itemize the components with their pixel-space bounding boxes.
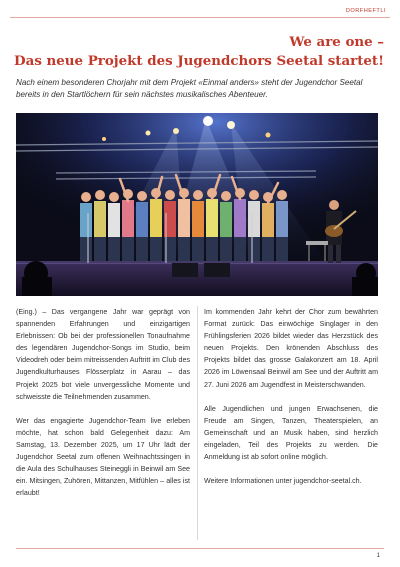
title-line-1: We are one – <box>289 34 384 50</box>
column-left <box>16 306 190 511</box>
choir-stage-photo <box>16 113 378 296</box>
paragraph: Im kommenden Jahr kehrt der Chor zum bewährten Format zurück: Das einwöchige Singlager in den Frühlingsferien 2026 bildet wieder das Herzstück des neuen Projekts. Den krönenden Abschluss des Projekts bildet das grosse Galakonzert am 18. April 2026 im Löwensaal Beinwil am See und der Auftritt am 27. Juni 2026 am Jugendfest in Meisterschwanden. <box>204 308 378 389</box>
section-label: DORFHEFTLI <box>345 8 386 14</box>
article-title <box>14 33 384 71</box>
paragraph: (Eing.) – Das vergangene Jahr war geprägt von spannenden Erfahrungen und einzigartigen Erlebnissen: Ob bei der professionellen Tonaufnahme des legendären Jugendchor-Songs im Studio, beim Videodreh oder beim mitreissenden Auftritt im Club des Jugendkulturhauses Flösserplatz in Aarau – das Projekt 2025 bot viele unvergessliche Momente und schweisste die Teilnehmenden zusammen. <box>16 308 190 401</box>
article-body <box>16 306 378 541</box>
title-line-2: Das neue Projekt des Jugendchors Seetal startet! <box>14 53 384 69</box>
page-header <box>10 0 390 18</box>
choir-photo-illustration <box>16 113 378 296</box>
paragraph: Alle Jugendlichen und jungen Erwachsenen, die Freude am Singen, Tanzen, Theaterspielen, an Gemeinschaft und an Musik haben, sind herzlich eingeladen, Teil des Projekts zu werden. Die Anmeldung ist ab sofort online möglich. <box>204 404 378 462</box>
paragraph: Weitere Informationen unter jugendchor-seetal.ch. <box>204 477 362 486</box>
page-number: 1 <box>376 553 380 559</box>
article-lead: Nach einem besonderen Chorjahr mit dem Projekt «Einmal anders» steht der Jugendchor Seetal bereits in den Startlöchern für sein nächstes musikalisches Abenteuer. <box>16 78 363 99</box>
footer-rule <box>16 548 384 549</box>
paragraph: Wer das engagierte Jugendchor-Team live erleben möchte, hat schon bald Gelegenheit dazu: Am Samstag, 13. Dezember 2025, um 17 Uhr lädt der Jugendchor Seetal zum offenen Weihnachtssingen in die Aula des Schulhauses Steineggli in Beinwil am See ein. Mitsingen, Zuhören, Mittanzen, Mitfühlen – alles ist erlaubt! <box>16 416 190 498</box>
column-right <box>204 306 378 499</box>
column-divider <box>197 306 198 540</box>
header-rule <box>10 17 390 18</box>
